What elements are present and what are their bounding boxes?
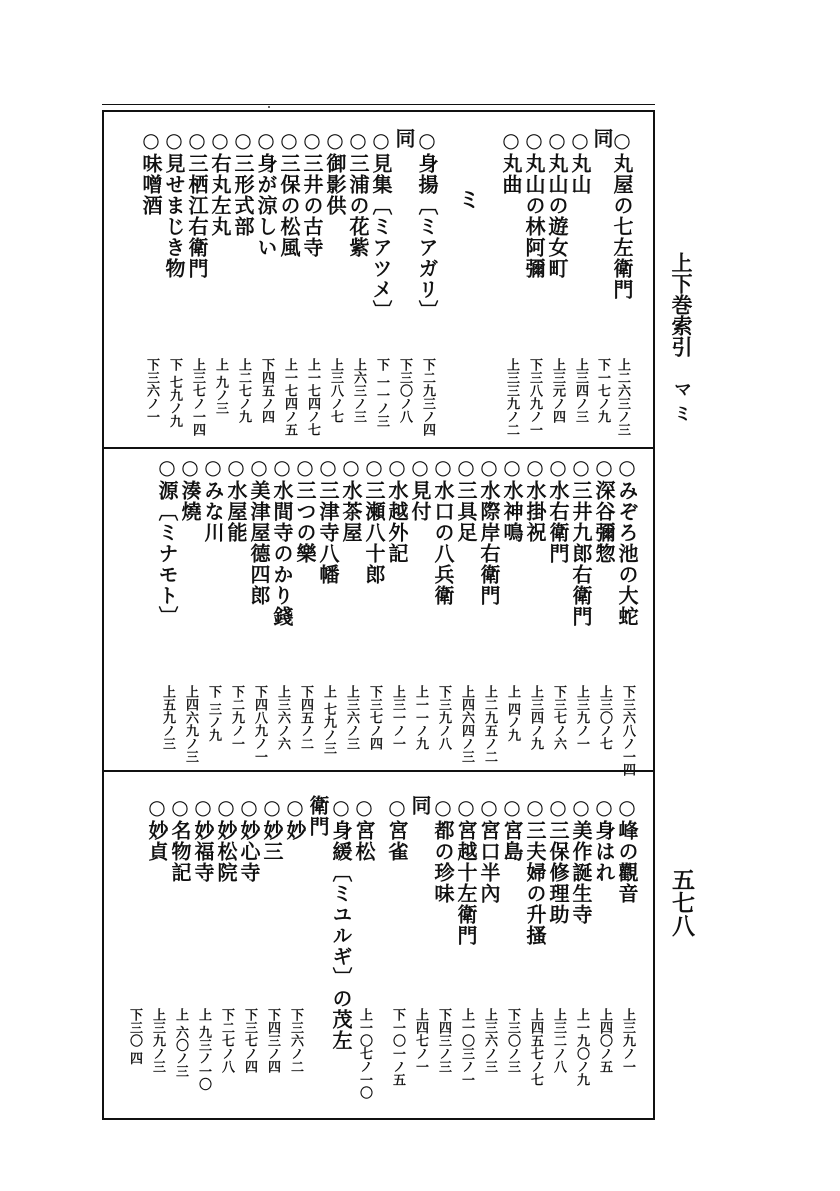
entry-term: ○妙貞 (145, 795, 169, 862)
entry-term: 同 (392, 128, 416, 149)
entry-page-ref: 上三七ノ一四 (190, 358, 205, 436)
entry-term: ○名物記 (168, 795, 192, 883)
entry-term: ○見せまじき物 (162, 128, 186, 279)
entry-page-ref: 上二六三ノ三 (615, 358, 630, 436)
entry-term: ○身が涼しい (254, 128, 278, 258)
entry-term: ○宮越十左衛門 (454, 795, 478, 946)
entry-term: ○水掛祝 (523, 455, 547, 543)
entry-page-ref: 下二九三ノ四 (420, 358, 435, 436)
entry-term: ○身緩〔ミユルギ〕の茂左 (329, 795, 353, 1051)
entry-term: ○妙心寺 (237, 795, 261, 883)
entry-page-ref: 上三三九ノ二 (504, 358, 519, 436)
entry-page-ref: 上四六四ノ三 (459, 685, 474, 763)
entry-page-ref: 上五九ノ三 (160, 685, 175, 750)
entry-page-ref: 上一七四ノ七 (305, 358, 320, 436)
entry-term: ○水際岸右衛門 (477, 455, 501, 606)
entry-term: ○味噌酒 (139, 128, 163, 216)
entry-page-ref: 下 一一ノ三 (374, 358, 389, 428)
entry-page-ref: 下三〇ノ八 (397, 358, 412, 423)
entry-term: ○丸屋の七左衛門 (610, 128, 634, 300)
print-speck (268, 106, 270, 108)
entry-page-ref: 下三七ノ四 (242, 1008, 257, 1073)
entry-page-ref: 下三〇 四 (127, 1008, 142, 1065)
entry-term: ○源〔ミナモト〕 (155, 455, 179, 627)
entry-page-ref: 上三六ノ三 (344, 685, 359, 750)
entry-term: ○三瀬八十郎 (362, 455, 386, 585)
entry-term: ○妙松院 (214, 795, 238, 883)
entry-page-ref: 下三〇ノ三 (505, 1008, 520, 1073)
entry-page-ref: 下四五ノ二 (298, 685, 313, 750)
entry-term: ○美津屋德四郎 (247, 455, 271, 606)
entry-term: ○三栖江右衛門 (185, 128, 209, 279)
entry-page-ref: 下四八九ノ一 (252, 685, 267, 763)
entry-term: ○三井の古寺 (300, 128, 324, 258)
entry-term: ○丸山の林阿彌 (522, 128, 546, 279)
entry-page-ref: 下三八九ノ一 (527, 358, 542, 436)
entry-term: ○妙 (283, 795, 307, 841)
entry-term: ○三浦の花紫 (346, 128, 370, 258)
entry-term: ○水屋能 (224, 455, 248, 543)
entry-term: ○三夫婦の升搔 (523, 795, 547, 946)
entry-page-ref: 下三七ノ六 (551, 685, 566, 750)
entry-page-ref: 上 九三ノ一〇 (196, 1008, 211, 1091)
entry-term: ○水越外記 (385, 455, 409, 564)
entry-page-ref: 下三七ノ四 (367, 685, 382, 750)
entry-page-ref: 上三〇ノ七 (597, 685, 612, 750)
entry-page-ref: 下三九ノ八 (436, 685, 451, 750)
entry-term: ○みぞろ池の大蛇 (615, 455, 639, 627)
entry-page-ref: 上三四ノ九 (528, 685, 543, 750)
entry-page-ref: 上 四ノ九 (505, 685, 520, 742)
entry-term: ○見付 (408, 455, 432, 522)
entry-term: ○丸曲 (499, 128, 523, 195)
entry-term: ○三形式部 (231, 128, 255, 237)
entry-page-ref: 上三六ノ三 (482, 1008, 497, 1073)
entry-term: ○都の珍味 (431, 795, 455, 904)
entry-term: ○湊燒 (178, 455, 202, 522)
entry-page-ref: 上一七四ノ五 (282, 358, 297, 436)
entry-term: ○三津寺八幡 (316, 455, 340, 585)
entry-term: ○三保修理助 (546, 795, 570, 925)
entry-term: ○三井九郎右衛門 (569, 455, 593, 627)
entry-term: ○峰の觀音 (615, 795, 639, 904)
entry-term: ○みな川 (201, 455, 225, 543)
entry-page-ref: 上四五七ノ七 (528, 1008, 543, 1086)
entry-page-ref: 上三六ノ六 (275, 685, 290, 750)
entry-term: ○水神鳴 (500, 455, 524, 543)
entry-term: ○水口の八兵衛 (431, 455, 455, 606)
entry-page-ref: 上三九ノ三 (150, 1008, 165, 1073)
entry-page-ref: 上一九〇ノ九 (574, 1008, 589, 1086)
entry-page-ref: 上三八ノ七 (328, 358, 343, 423)
entry-term: ○宮島 (500, 795, 524, 862)
entry-page-ref: 上 九ノ三 (213, 358, 228, 415)
entry-page-ref: 上一〇三ノ一 (459, 1008, 474, 1086)
entry-term: ○美作誕生寺 (569, 795, 593, 925)
entry-page-ref: 上三一ノ一 (390, 685, 405, 750)
entry-page-ref: 上一〇七ノ一〇 (357, 1008, 372, 1099)
entry-page-ref: 上一一ノ九 (413, 685, 428, 750)
entry-page-ref: 下二九ノ一 (229, 685, 244, 750)
entry-term: ○宮松 (352, 795, 376, 862)
band-divider-2 (102, 770, 655, 772)
entry-term: ○御影供 (323, 128, 347, 216)
running-kana: マ ミ (671, 380, 692, 423)
entry-term: ○見集〔ミアツメ〕 (369, 128, 393, 321)
entry-term: 同 (408, 795, 432, 816)
entry-page-ref: 下一七ノ九 (595, 358, 610, 423)
entry-page-ref: 上三二ノ八 (551, 1008, 566, 1073)
entry-page-ref: 下三六ノ二 (288, 1008, 303, 1073)
entry-page-ref: 上 七九ノ三 (321, 685, 336, 755)
entry-page-ref: 下四三ノ三 (436, 1008, 451, 1073)
entry-page-ref: 上三四ノ三 (573, 358, 588, 423)
entry-term: ○深谷彌惣 (592, 455, 616, 564)
entry-term: ○三具足 (454, 455, 478, 543)
entry-page-ref: 下 七九ノ九 (167, 358, 182, 428)
entry-page-ref: 上三元ノ四 (550, 358, 565, 423)
band-divider-1 (102, 447, 655, 449)
entry-term: ○妙福寺 (191, 795, 215, 883)
page-number: 五七八 (668, 868, 695, 937)
top-rule (102, 104, 655, 105)
entry-term: ○宮口半內 (477, 795, 501, 904)
entry-page-ref: 下四三ノ四 (265, 1008, 280, 1073)
entry-page-ref: 下三六ノ一 (144, 358, 159, 423)
entry-page-ref: 下三六八ノ一四 (620, 685, 635, 776)
entry-page-ref: 上四〇ノ五 (597, 1008, 612, 1073)
entry-page-ref: 下四五ノ四 (259, 358, 274, 423)
entry-page-ref: 上三九ノ一 (574, 685, 589, 750)
entry-page-ref: 下二七ノ八 (219, 1008, 234, 1073)
entry-term: ○水間寺のかり錢 (270, 455, 294, 627)
entry-term: ○身揚〔ミアガリ〕 (415, 128, 439, 321)
entry-page-ref: 上二九五ノ二 (482, 685, 497, 763)
entry-page-ref: 上三九ノ一 (620, 1008, 635, 1073)
entry-term: ○三つの樂 (293, 455, 317, 564)
entry-term: ○水茶屋 (339, 455, 363, 543)
entry-term: ○丸山 (568, 128, 592, 195)
running-title: 上下巻索引 (669, 252, 694, 357)
section-heading: ミ (455, 188, 481, 211)
entry-page-ref: 上二七ノ九 (236, 358, 251, 423)
entry-page-ref: 上 六〇ノ三 (173, 1008, 188, 1078)
entry-term: ○三保の松風 (277, 128, 301, 258)
entry-page-ref: 上四六九ノ三 (183, 685, 198, 763)
entry-term: ○右丸左丸 (208, 128, 232, 237)
entry-page-ref: 下 三ノ九 (206, 685, 221, 742)
entry-term: ○身はれ (592, 795, 616, 883)
entry-term: ○宮雀 (385, 795, 409, 862)
entry-term: ○丸山の遊女町 (545, 128, 569, 279)
entry-page-ref: 上六三ノ三 (351, 358, 366, 423)
entry-term: 同 (590, 128, 614, 149)
entry-term: 衛門 (306, 795, 330, 837)
entry-term: ○水右衛門 (546, 455, 570, 564)
entry-term: ○妙三 (260, 795, 284, 862)
entry-page-ref: 下一〇一ノ五 (390, 1008, 405, 1086)
entry-page-ref: 上四七ノ一 (413, 1008, 428, 1073)
